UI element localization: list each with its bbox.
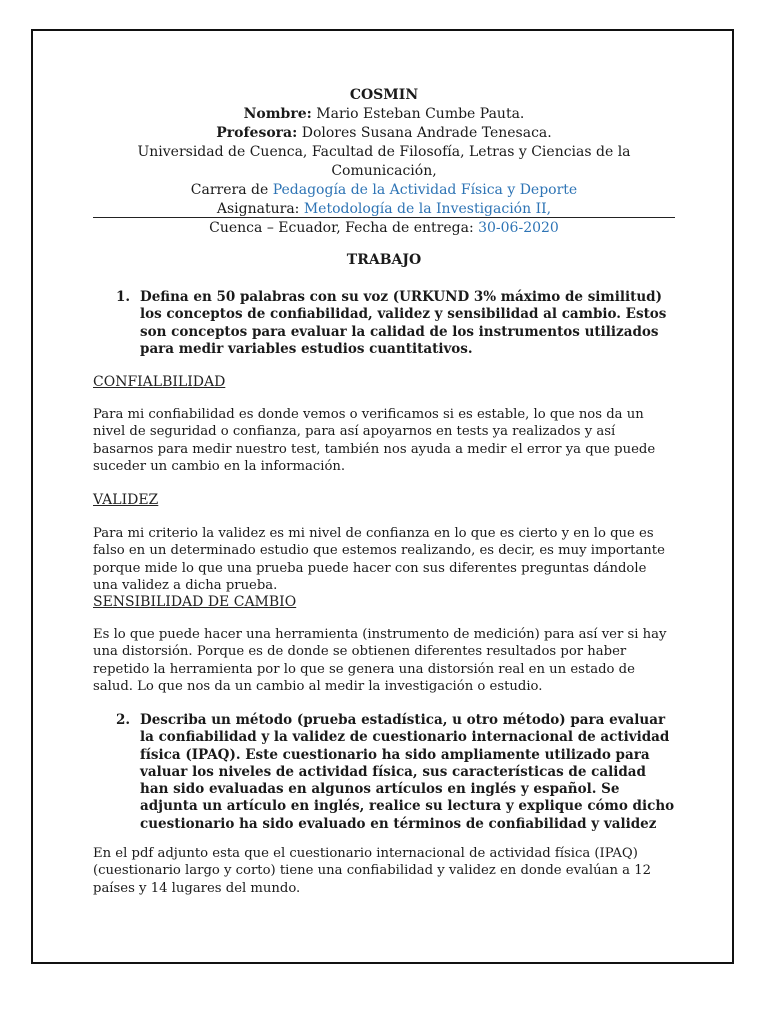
student-name-label: Nombre:	[243, 106, 312, 122]
place-date-line	[93, 219, 675, 238]
validez-paragraph: Para mi criterio la validez es mi nivel de confianza en lo que es cierto y en lo que es falso en un determinado estudio que estemos realizando, es decir, es muy importante porque mide lo que una prueba puede hacer con sus diferentes preguntas dándole una validez a dicha prueba.	[93, 526, 665, 594]
question-2-number: 2.	[116, 712, 131, 728]
career-name: Pedagogía de la Actividad Física y Deporte	[272, 182, 578, 198]
place-prefix: Cuenca – Ecuador, Fecha de entrega:	[209, 220, 479, 236]
career-line	[93, 181, 675, 200]
question-1-text: Defina en 50 palabras con su voz (URKUND 3% máximo de similitud) los conceptos de confiabilidad, validez y sensibilidad al cambio. Estos son conceptos para evaluar la calidad de los instrumentos utilizados para medir variables estudios cuantitativos.	[140, 289, 667, 357]
section-title: TRABAJO	[346, 252, 422, 268]
question-1-number: 1.	[116, 289, 131, 305]
sensibilidad-heading: SENSIBILIDAD DE CAMBIO	[93, 594, 297, 610]
document-title: COSMIN	[349, 87, 419, 103]
confiabilidad-heading: CONFIALBILIDAD	[93, 374, 226, 390]
student-name-line	[93, 105, 675, 124]
question-1	[116, 289, 676, 358]
validez-heading: VALIDEZ	[93, 492, 159, 508]
university-line: Universidad de Cuenca, Facultad de Filosofía, Letras y Ciencias de la Comunicación,	[137, 144, 631, 179]
question-2	[116, 712, 676, 833]
confiabilidad-paragraph: Para mi confiabilidad es donde vemos o verificamos si es estable, lo que nos da un nivel de seguridad o confianza, para así apoyarnos en tests ya realizados y así basarnos para medir nuestro test, también nos ayuda a medir el error ya que puede suceder un cambio en la información.	[93, 407, 656, 475]
sensibilidad-paragraph: Es lo que puede hacer una herramienta (instrumento de medición) para así ver si hay una distorsión. Porque es de donde se obtienen diferentes resultados por haber repetido la herramienta por lo que se genera una distorsión real en un estado de salud. Lo que nos da un cambio al medir la investigación o estudio.	[93, 627, 667, 695]
teacher-label: Profesora:	[216, 125, 298, 141]
subject-prefix: Asignatura:	[216, 201, 304, 217]
subject-name: Metodología de la Investigación II,	[303, 201, 552, 217]
document-header	[93, 86, 675, 238]
answer-2-paragraph: En el pdf adjunto esta que el cuestionario internacional de actividad física (IPAQ) (cuestionario largo y corto) tiene una confiabilidad y validez en donde evalúan a 12 países y 14 lugares del mundo.	[93, 846, 652, 896]
teacher-name: Dolores Susana Andrade Tenesaca.	[297, 125, 552, 141]
question-2-text: Describa un método (prueba estadística, u otro método) para evaluar la confiabilidad y la validez de cuestionario internacional de actividad física (IPAQ). Este cuestionario ha sido ampliamente utilizado para valuar los niveles de actividad física, sus características de calidad han sido evaluadas en algunos artículos en inglés y español. Se adjunta un artículo en inglés, realice su lectura y explique cómo dicho cuestionario ha sido evaluado en términos de confiabilidad y validez	[140, 712, 675, 832]
due-date: 30-06-2020	[478, 220, 559, 236]
teacher-line	[93, 124, 675, 143]
career-prefix: Carrera de	[190, 182, 273, 198]
header-divider	[93, 217, 675, 218]
student-name: Mario Esteban Cumbe Pauta.	[311, 106, 525, 122]
